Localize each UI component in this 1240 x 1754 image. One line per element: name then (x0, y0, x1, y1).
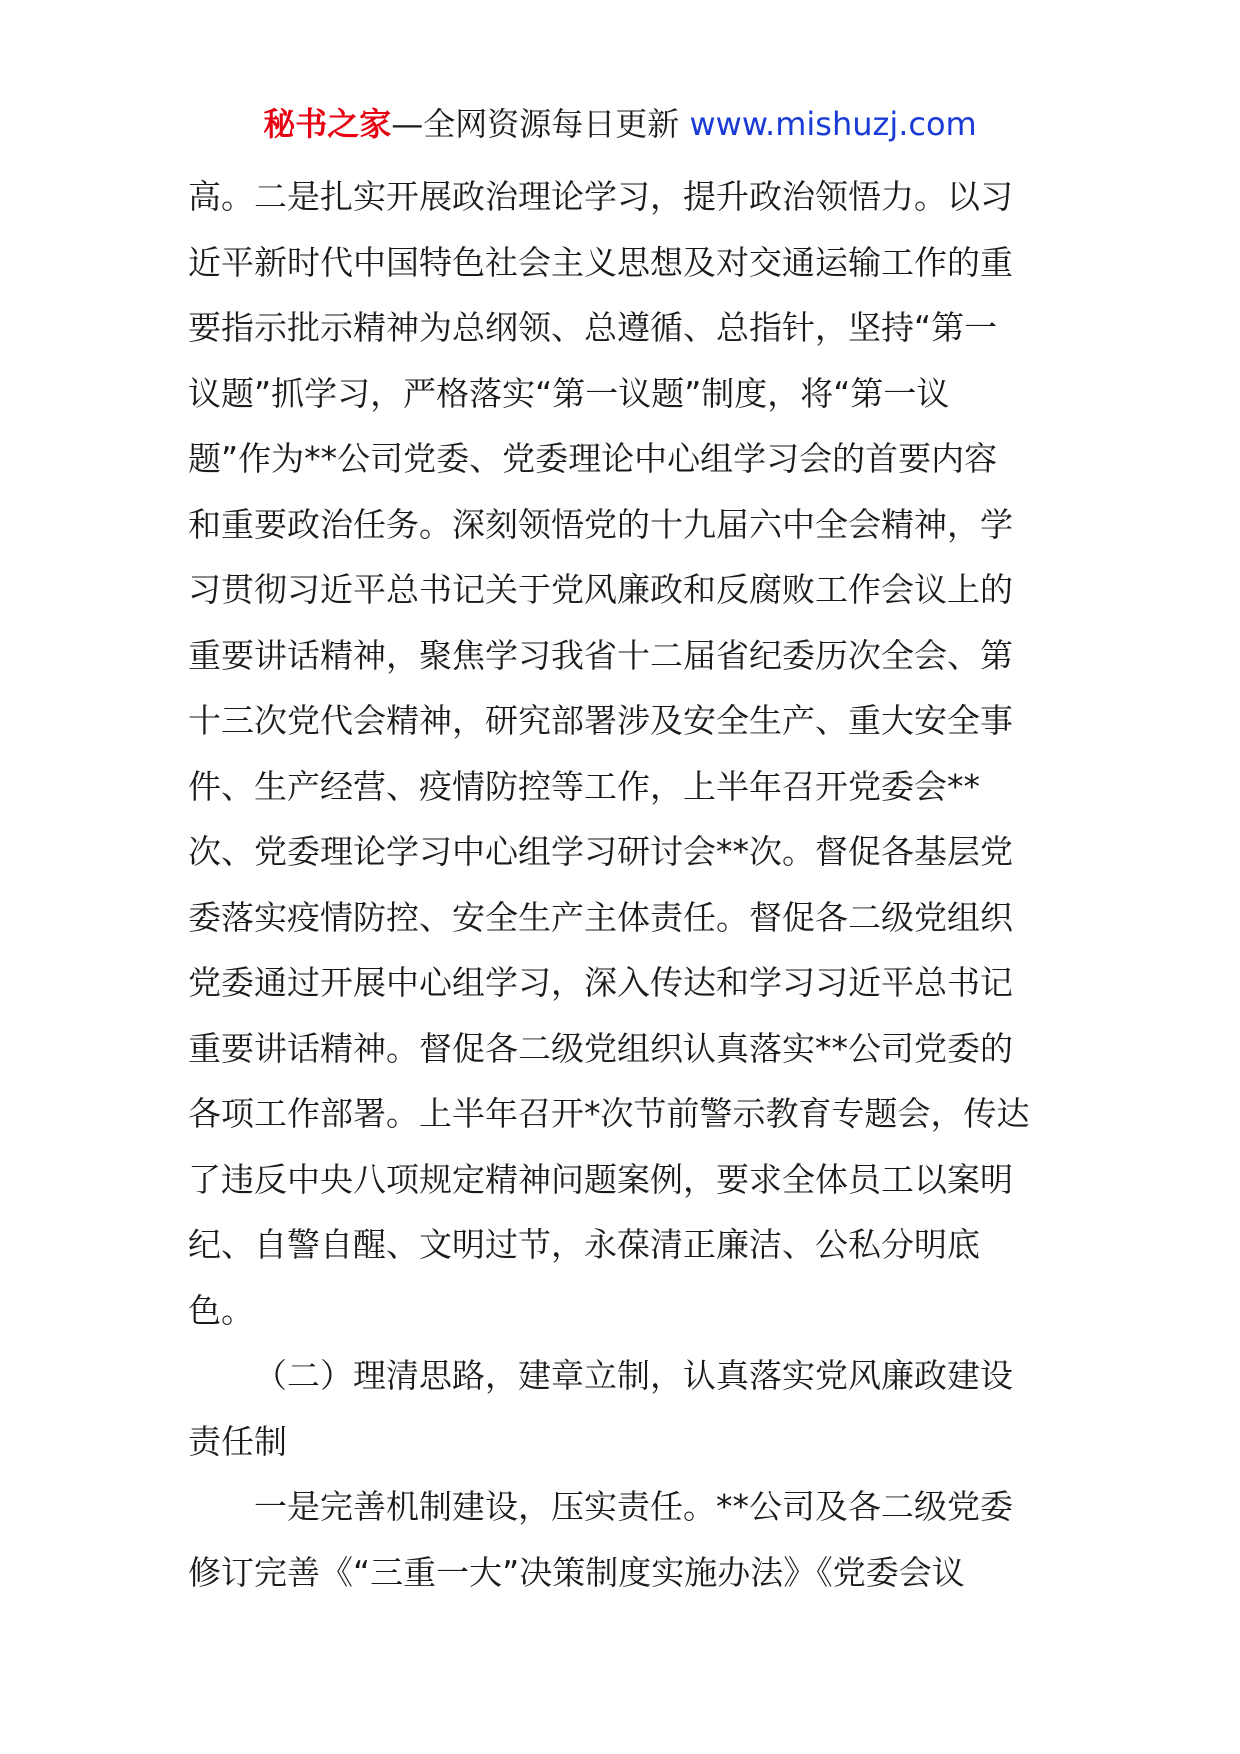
text-line: 件、生产经营、疫情防控等工作，上半年召开党委会** (188, 766, 980, 806)
site-header (0, 104, 1240, 144)
text-line: 要指示批示精神为总纲领、总遵循、总指针，坚持“第一 (188, 308, 998, 347)
site-url-link[interactable]: www.mishuzj.com (689, 105, 977, 143)
text-line: 重要讲话精神。督促各二级党组织认真落实**公司党委的 (188, 1028, 1013, 1068)
text-line: 次、党委理论学习中心组学习研讨会**次。督促各基层党 (188, 832, 1013, 871)
text-line: 色。 (188, 1290, 254, 1330)
text-line: 和重要政治任务。深刻领悟党的十九届六中全会精神，学 (188, 504, 1013, 544)
text-line: 委落实疫情防控、安全生产主体责任。督促各二级党组织 (188, 897, 1013, 937)
text-line: 十三次党代会精神，研究部署涉及安全生产、重大安全事 (188, 701, 1013, 740)
site-brand: 秘书之家 (263, 105, 392, 143)
text-line: 一是完善机制建设，压实责任。**公司及各二级党委 (254, 1487, 1013, 1526)
site-tagline: —全网资源每日更新 (391, 105, 680, 143)
text-line: 党委通过开展中心组学习，深入传达和学习习近平总书记 (188, 963, 1013, 1002)
text-line: 重要讲话精神，聚焦学习我省十二届省纪委历次全会、第 (188, 635, 1013, 675)
document-body (188, 164, 1068, 1605)
text-line: 了违反中央八项规定精神问题案例，要求全体员工以案明 (188, 1159, 1013, 1199)
text-line: 习贯彻习近平总书记关于党风廉政和反腐败工作会议上的 (188, 570, 1013, 609)
text-line: 各项工作部署。上半年召开*次节前警示教育专题会，传达 (188, 1094, 1030, 1133)
text-line: 纪、自警自醒、文明过节，永葆清正廉洁、公私分明底 (188, 1225, 980, 1264)
section-heading-continuation: 责任制 (188, 1421, 287, 1461)
text-line: 议题”抓学习，严格落实“第一议题”制度，将“第一议 (188, 373, 950, 413)
text-line: 修订完善《“三重一大”决策制度实施办法》《党委会议 (188, 1552, 965, 1592)
text-line: 高。二是扎实开展政治理论学习，提升政治领悟力。以习 (188, 177, 1013, 216)
section-heading: （二）理清思路，建章立制，认真落实党风廉政建设 (254, 1356, 1013, 1395)
text-line: 题”作为**公司党委、党委理论中心组学习会的首要内容 (188, 439, 998, 478)
text-line: 近平新时代中国特色社会主义思想及对交通运输工作的重 (188, 242, 1013, 282)
